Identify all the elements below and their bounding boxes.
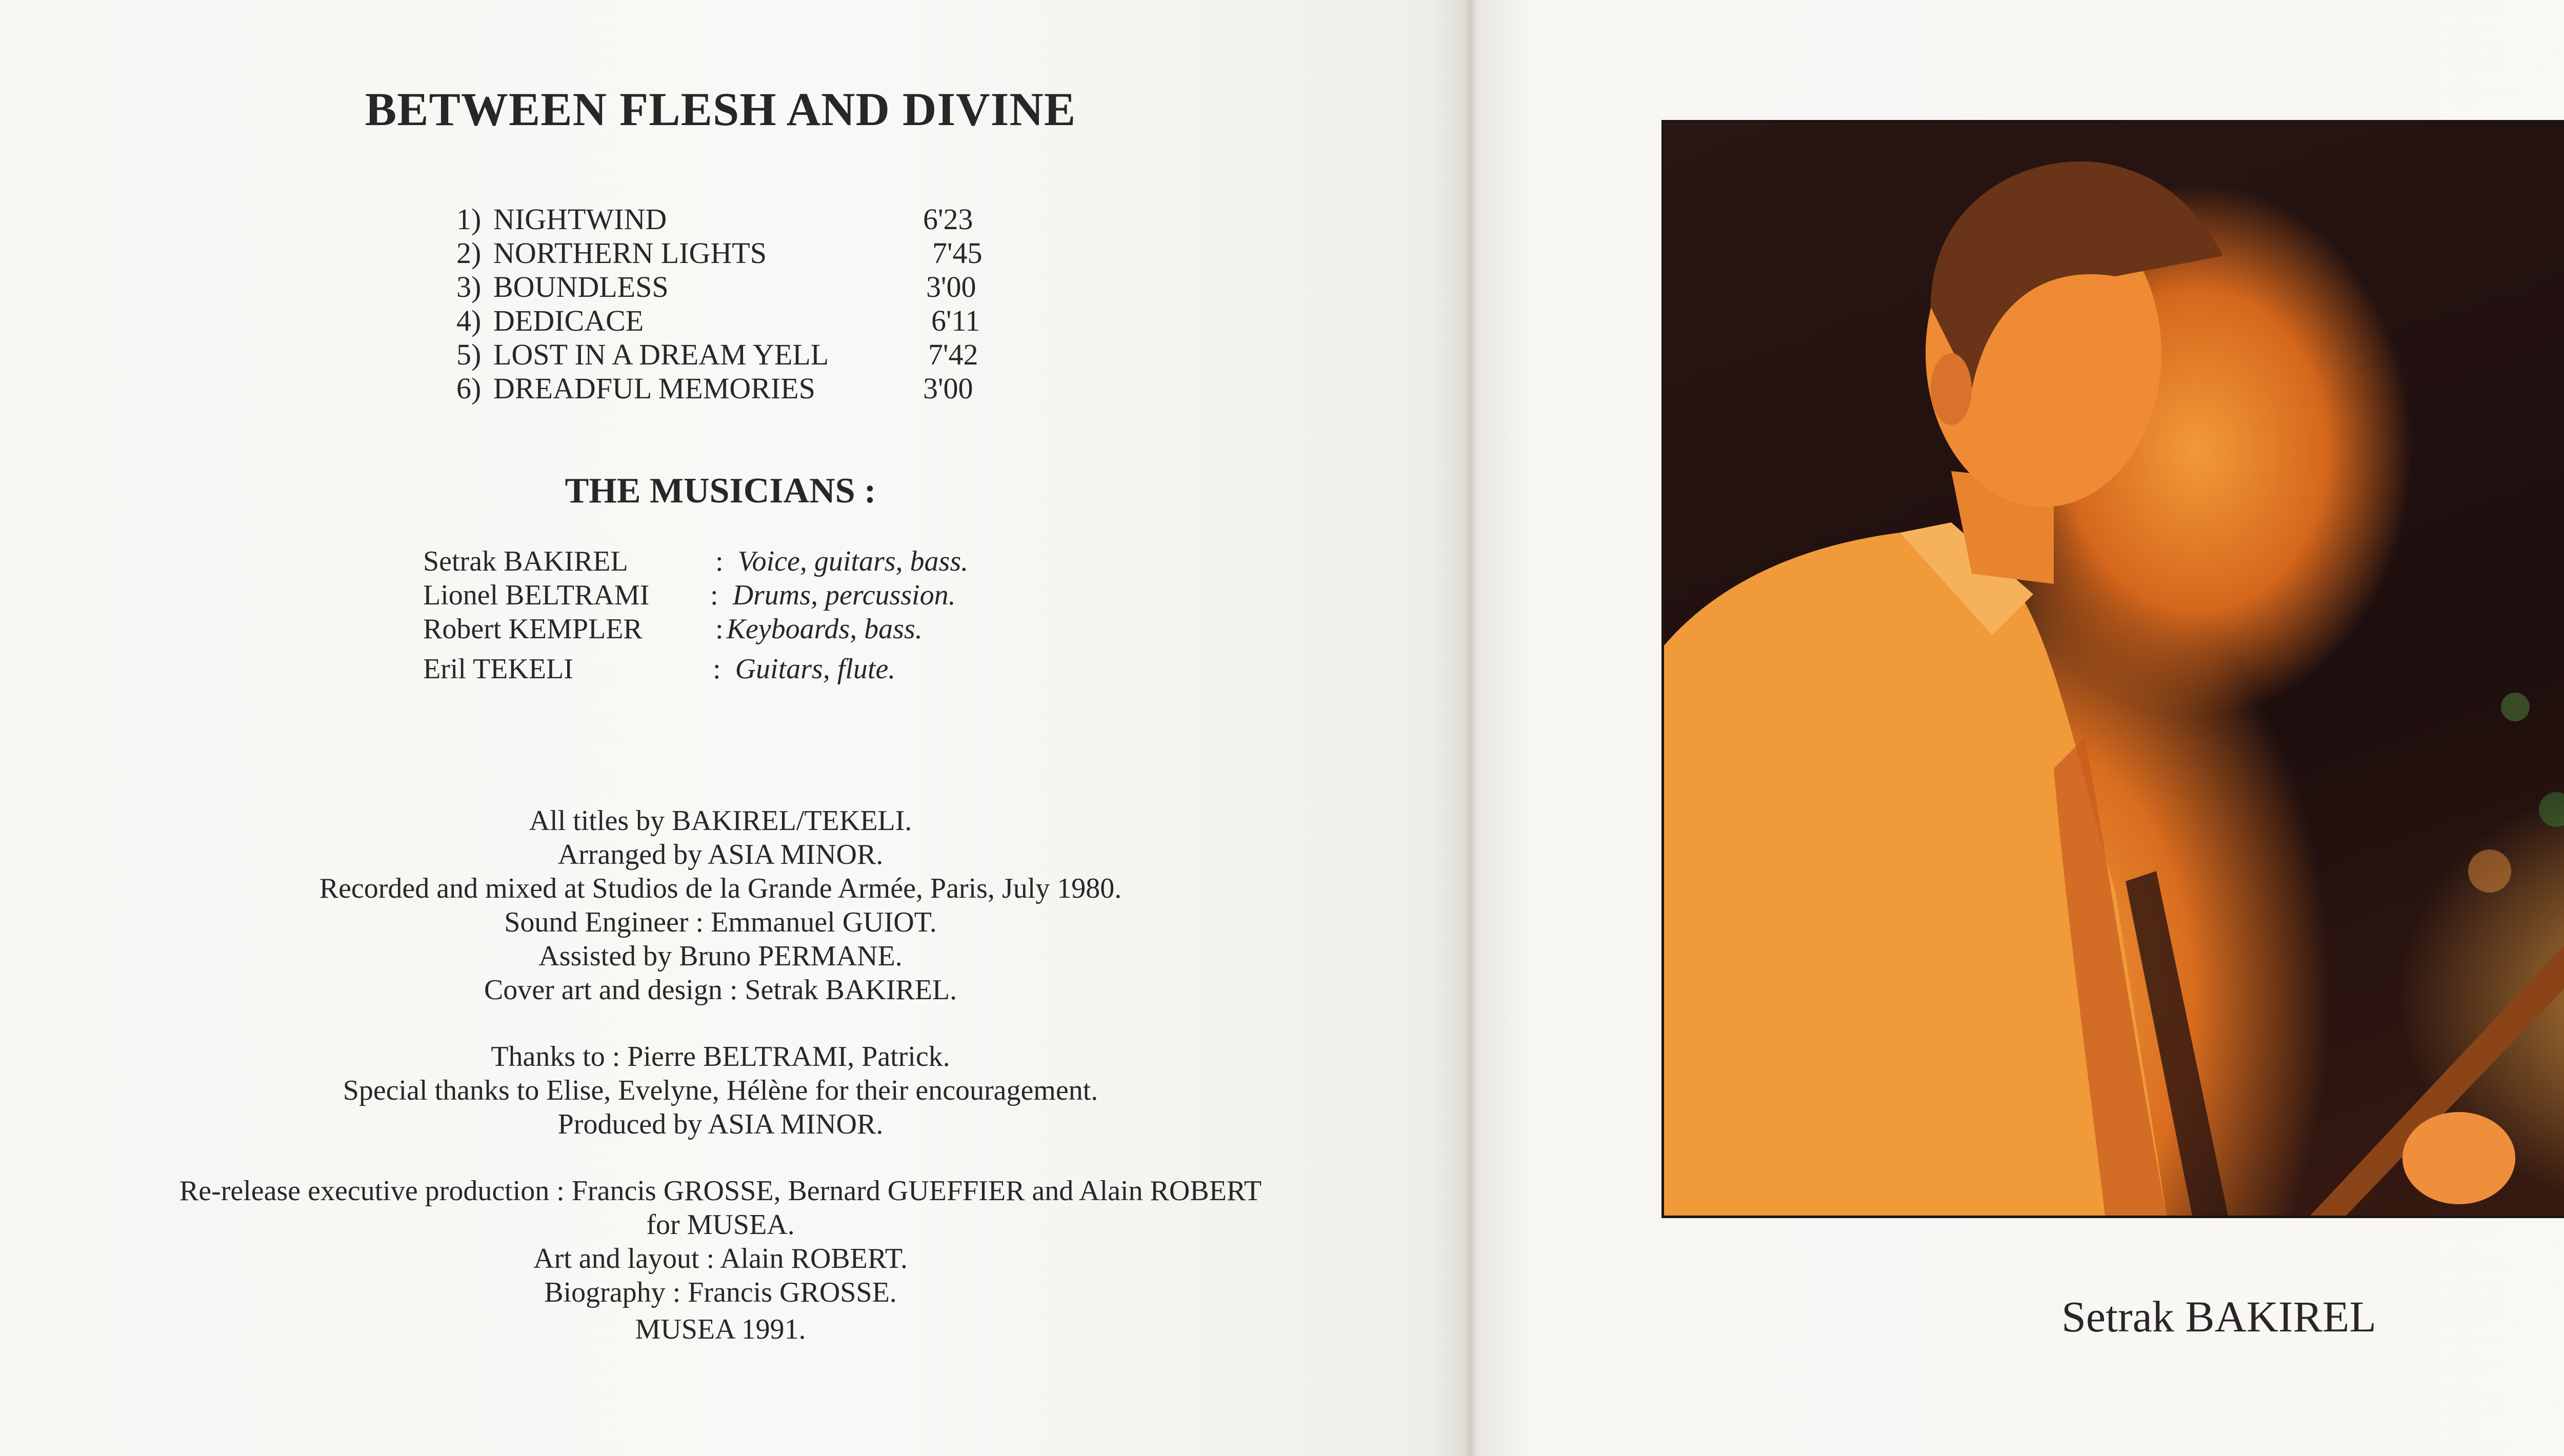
bokeh-light	[2539, 792, 2564, 827]
musician-row	[423, 612, 1090, 646]
photo-illustration	[1664, 123, 2564, 1216]
bokeh-light	[2468, 850, 2511, 893]
credit-line: Cover art and design : Setrak BAKIREL.	[484, 974, 957, 1006]
credit-line: All titles by BAKIREL/TEKELI.	[529, 805, 912, 837]
separator-colon: :	[715, 545, 724, 577]
track-title: NIGHTWIND	[493, 203, 667, 236]
track-number: 4)	[456, 304, 482, 337]
thanks-line: Thanks to : Pierre BELTRAMI, Patrick.	[491, 1041, 950, 1073]
bokeh-light	[2501, 693, 2530, 721]
track-duration: 6'11	[931, 304, 980, 337]
separator-colon: :	[710, 579, 718, 611]
rerelease-line: Re-release executive production : Francis GROSSE, Bernard GUEFFIER and Alain ROBERT	[179, 1175, 1262, 1207]
track-row	[456, 372, 1020, 406]
ear-shape	[1931, 353, 1972, 425]
musician-photo	[1661, 120, 2564, 1218]
track-duration: 7'42	[928, 338, 978, 371]
credit-line: Recorded and mixed at Studios de la Grande Armée, Paris, July 1980.	[319, 873, 1122, 904]
separator-colon: :	[713, 653, 721, 685]
track-number: 5)	[456, 338, 482, 371]
musician-role-cell	[710, 578, 956, 612]
musicians-heading: THE MUSICIANS :	[565, 471, 876, 511]
rerelease-line: for MUSEA.	[646, 1209, 795, 1241]
track-row	[456, 270, 1020, 304]
track-number: 1)	[456, 203, 482, 236]
thanks-line: Special thanks to Elise, Evelyne, Hélène for their encouragement.	[343, 1075, 1098, 1106]
track-row	[456, 203, 1020, 236]
rerelease-line: Art and layout : Alain ROBERT.	[533, 1243, 908, 1275]
musician-row	[423, 578, 1090, 612]
track-row	[456, 304, 1020, 338]
musician-role: Keyboards, bass.	[726, 613, 923, 645]
hand-shape	[2402, 1112, 2515, 1204]
booklet-fold	[1465, 0, 1478, 1456]
track-number: 3)	[456, 270, 482, 304]
musician-row	[423, 544, 1090, 578]
track-number: 2)	[456, 236, 482, 270]
credits-block	[41, 804, 1400, 1346]
credit-line: Sound Engineer : Emmanuel GUIOT.	[504, 906, 937, 938]
musician-role-cell	[715, 612, 923, 646]
track-duration: 6'23	[923, 203, 973, 236]
track-title: DREADFUL MEMORIES	[493, 372, 815, 405]
track-duration: 3'00	[926, 270, 976, 304]
musicians-list	[423, 544, 1090, 686]
spacer	[41, 1141, 1400, 1174]
musician-role-cell	[715, 544, 968, 578]
musician-role: Guitars, flute.	[735, 653, 896, 685]
track-title: NORTHERN LIGHTS	[493, 236, 767, 270]
track-title: DEDICACE	[493, 304, 644, 337]
rerelease-line: MUSEA 1991.	[635, 1313, 806, 1345]
musician-role: Voice, guitars, bass.	[737, 545, 969, 577]
spacer	[41, 1007, 1400, 1040]
photo-caption: Setrak BAKIREL	[2061, 1292, 2376, 1341]
musician-name: Eril TEKELI	[423, 653, 573, 685]
credit-line: Assisted by Bruno PERMANE.	[538, 940, 903, 972]
track-row	[456, 236, 1020, 270]
musician-role: Drums, percussion.	[732, 579, 956, 611]
tracklist	[456, 203, 1020, 406]
musician-row	[423, 652, 1090, 686]
credit-line: Arranged by ASIA MINOR.	[557, 839, 884, 871]
musician-name: Lionel BELTRAMI	[423, 579, 650, 611]
track-number: 6)	[456, 372, 482, 405]
track-duration: 7'45	[932, 236, 983, 270]
musician-role-cell	[713, 652, 895, 686]
separator-colon: :	[715, 613, 724, 645]
musician-name: Setrak BAKIREL	[423, 545, 628, 577]
thanks-line: Produced by ASIA MINOR.	[557, 1108, 884, 1140]
track-duration: 3'00	[923, 372, 973, 405]
track-title: BOUNDLESS	[493, 270, 669, 304]
rerelease-line: Biography : Francis GROSSE.	[544, 1277, 897, 1308]
track-row	[456, 338, 1020, 372]
track-title: LOST IN A DREAM YELL	[493, 338, 829, 371]
album-title: BETWEEN FLESH AND DIVINE	[365, 83, 1076, 135]
musician-name: Robert KEMPLER	[423, 613, 643, 645]
